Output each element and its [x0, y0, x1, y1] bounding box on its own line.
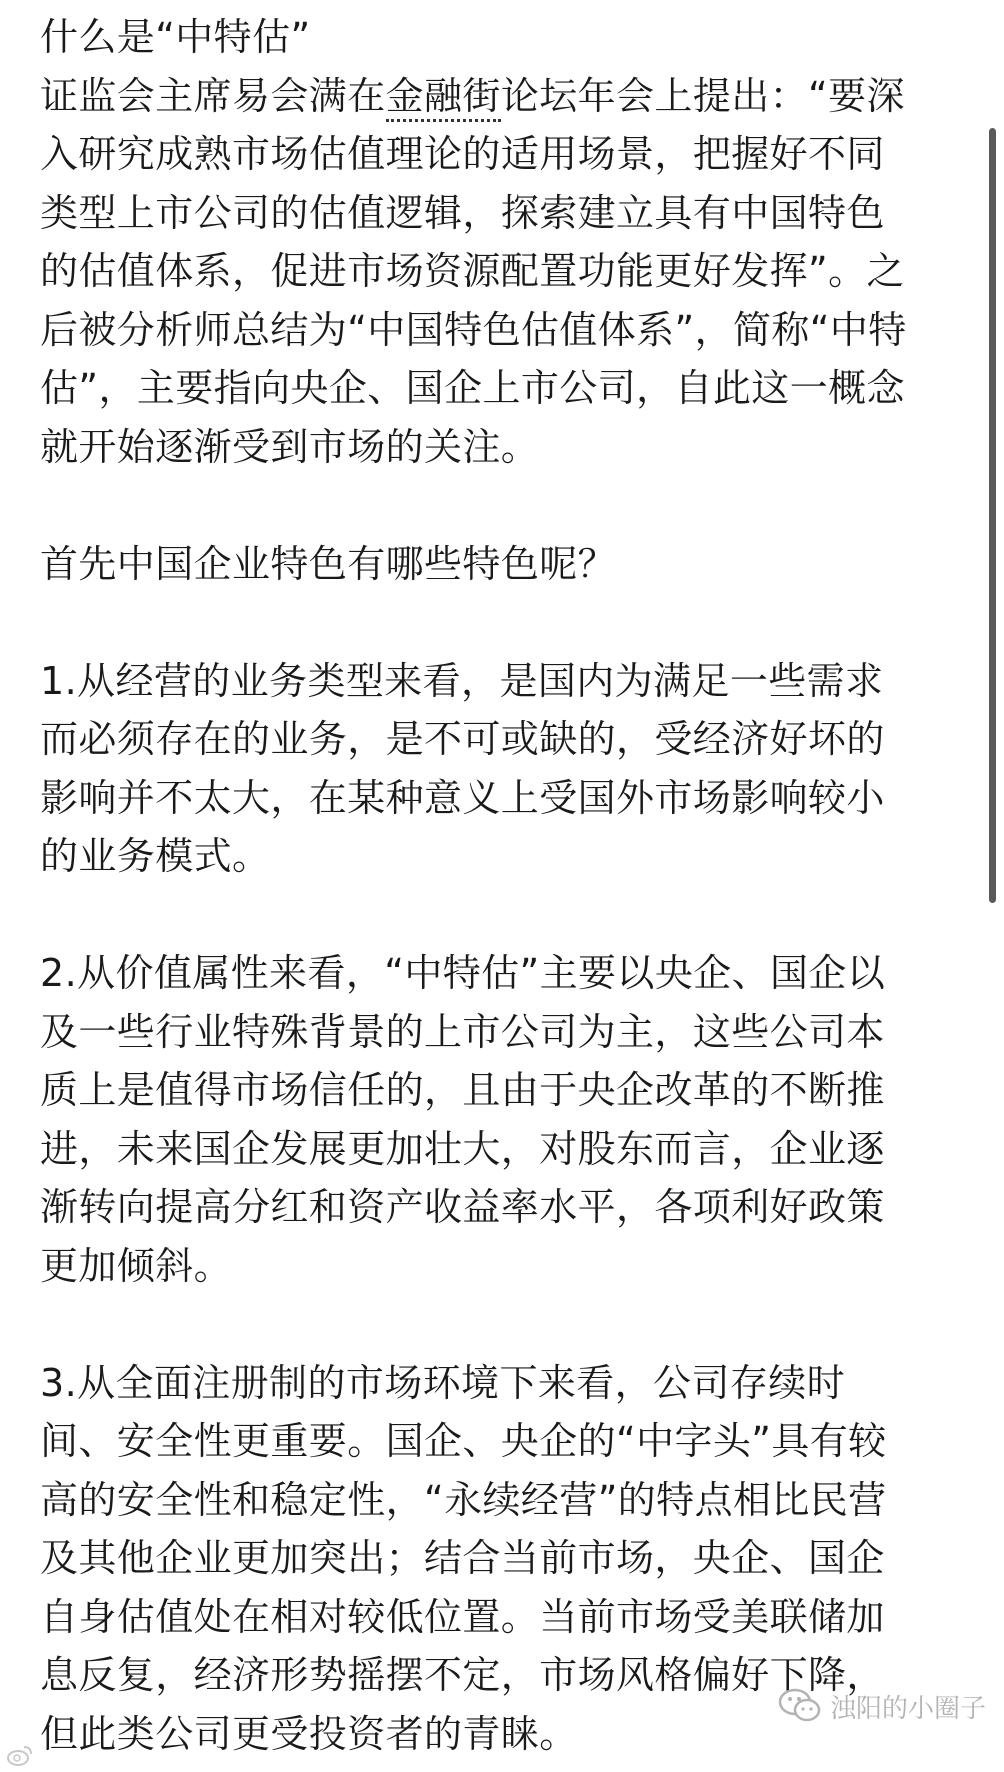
article-line: 类型上市公司的估值逻辑，探索建立具有中国特色 — [40, 190, 885, 235]
article-body — [40, 8, 980, 1763]
point-3-line: 息反复，经济形势摇摆不定，市场风格偏好下降， — [40, 1653, 885, 1697]
point-2-line: 更加倾斜。 — [40, 1243, 233, 1288]
point-1-line: 1.从经营的业务类型来看，是国内为满足一些需求 — [40, 658, 884, 703]
point-2-line: 进，未来国企发展更加壮大，对股东而言，企业逐 — [40, 1126, 885, 1171]
point-1-line: 影响并不太大，在某种意义上受国外市场影响较小 — [40, 775, 885, 820]
article-line: 入研究成熟市场估值理论的适用场景，把握好不同 — [40, 132, 885, 176]
keyword-link-jinrongjie[interactable]: 金融街 — [386, 74, 501, 122]
article-line: 就开始逐渐受到市场的关注。 — [40, 424, 540, 469]
point-3-line: 间、安全性更重要。国企、央企的“中字头”具有较 — [40, 1419, 887, 1463]
text-segment: 论坛年会上提出：“要深 — [500, 73, 905, 118]
wechat-icon — [778, 1687, 822, 1725]
article-line: 的估值体系，促进市场资源配置功能更好发挥”。之 — [40, 249, 905, 293]
section-question: 首先中国企业特色有哪些特色呢？ — [40, 541, 617, 586]
text-segment: 证监会主席易会满在 — [40, 73, 386, 118]
point-2-line: 2.从价值属性来看，“中特估”主要以央企、国企以 — [40, 951, 886, 995]
paragraph-gap — [40, 476, 980, 535]
article-line: 后被分析师总结为“中国特色估值体系”，简称“中特 — [40, 307, 907, 352]
watermark-account-name: 浊阳的小圈子 — [829, 1693, 986, 1724]
article-line — [40, 67, 980, 126]
point-3-line: 但此类公司更受投资者的青睐。 — [40, 1711, 578, 1756]
paragraph-gap — [40, 593, 980, 652]
paragraph-gap — [40, 886, 980, 945]
point-1-line: 的业务模式。 — [40, 834, 271, 878]
article-title: 什么是“中特估” — [40, 15, 311, 59]
point-3-line: 及其他企业更加突出；结合当前市场，央企、国企 — [40, 1536, 885, 1580]
point-3-line: 自身估值处在相对较低位置。当前市场受美联储加 — [40, 1594, 885, 1639]
point-2-line: 质上是值得市场信任的，且由于央企改革的不断推 — [40, 1068, 885, 1112]
weibo-icon — [6, 1743, 34, 1767]
point-2-line: 及一些行业特殊背景的上市公司为主，这些公司本 — [40, 1009, 885, 1054]
point-2-line: 渐转向提高分红和资产收益率水平，各项利好政策 — [40, 1185, 885, 1229]
paragraph-gap — [40, 1295, 980, 1354]
article-line: 估”，主要指向央企、国企上市公司，自此这一概念 — [40, 366, 905, 410]
weibo-watermark — [6, 1740, 38, 1770]
vertical-scrollbar[interactable] — [989, 128, 996, 903]
point-3-line: 3.从全面注册制的市场环境下来看，公司存续时 — [40, 1360, 846, 1405]
wechat-watermark — [778, 1684, 986, 1728]
point-3-line: 高的安全性和稳定性，“永续经营”的特点相比民营 — [40, 1477, 887, 1522]
point-1-line: 而必须存在的业务，是不可或缺的，受经济好坏的 — [40, 717, 885, 761]
